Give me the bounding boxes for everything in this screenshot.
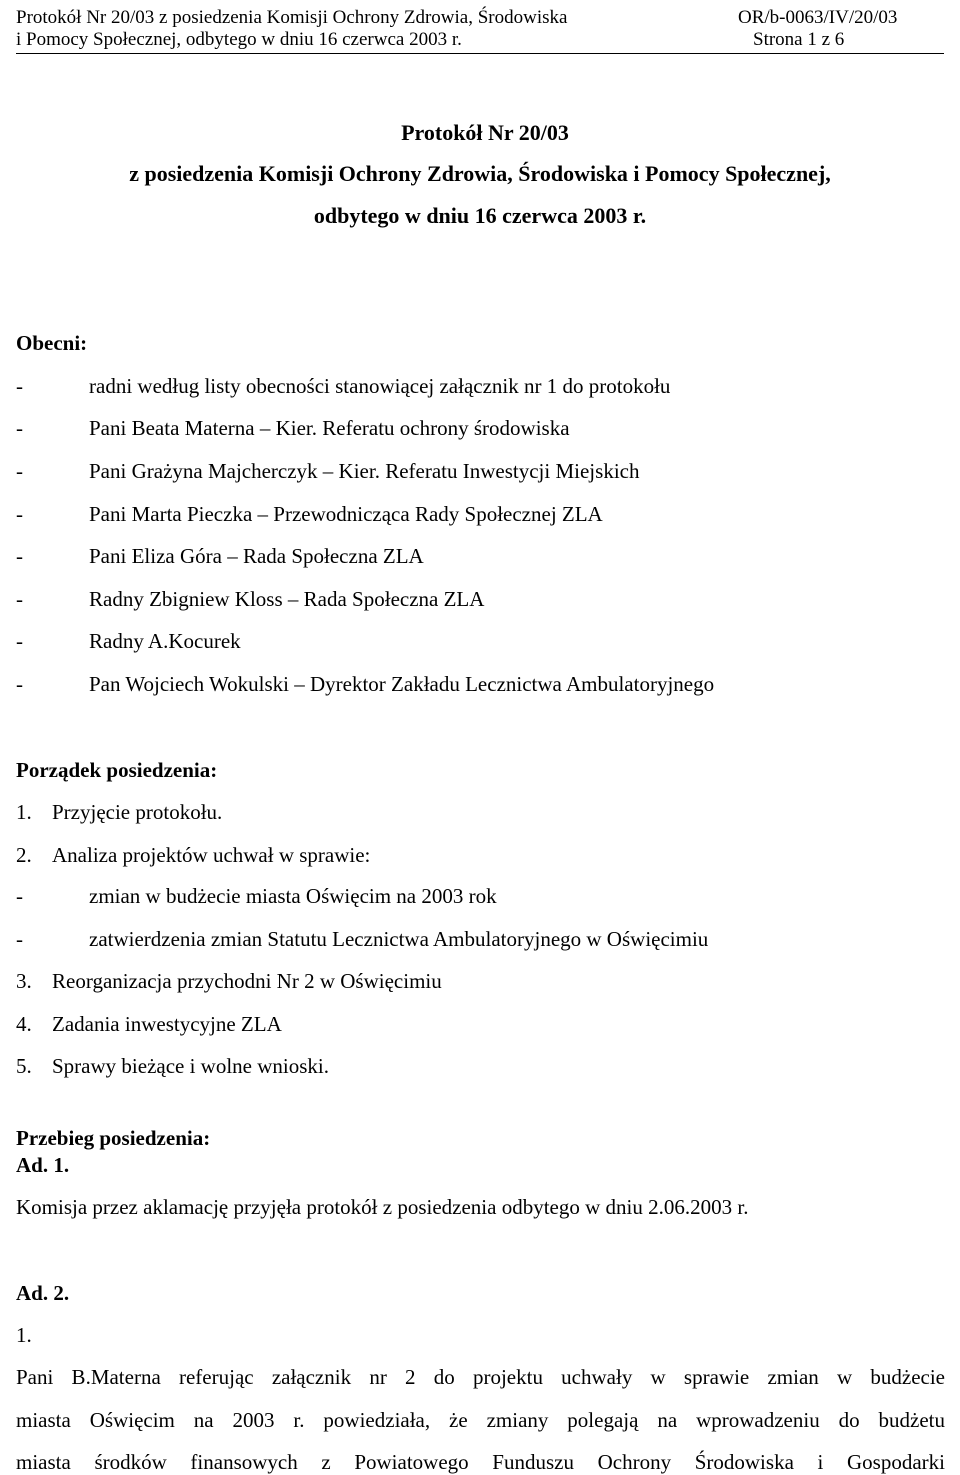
agenda-heading: Porządek posiedzenia: — [16, 758, 218, 782]
proceedings-heading: Przebieg posiedzenia: — [16, 1126, 211, 1150]
list-bullet: - — [16, 374, 23, 398]
attendance-item: Pani Grażyna Majcherczyk – Kier. Referatu Inwestycji Miejskich — [89, 459, 640, 483]
ad1-text: Komisja przez aklamację przyjęła protokół z posiedzenia odbytego w dniu 2.06.2003 r. — [16, 1195, 749, 1219]
attendance-item: Pan Wojciech Wokulski – Dyrektor Zakładu Lecznictwa Ambulatoryjnego — [89, 672, 715, 696]
agenda-item: Sprawy bieżące i wolne wnioski. — [52, 1054, 330, 1078]
header-reference-number: OR/b-0063/IV/20/03 — [738, 7, 898, 28]
agenda-subitem: zatwierdzenia zmian Statutu Lecznictwa Ambulatoryjnego w Oświęcimiu — [89, 927, 709, 951]
document-title: Protokół Nr 20/03 — [401, 120, 569, 145]
attendance-item: radni według listy obecności stanowiącej załącznik nr 1 do protokołu — [89, 374, 671, 398]
list-bullet: - — [16, 459, 23, 483]
list-bullet: - — [16, 927, 23, 951]
agenda-number: 2. — [16, 843, 32, 867]
attendance-item: Radny A.Kocurek — [89, 629, 241, 653]
paragraph-line: miasta środków finansowych z Powiatowego Funduszu Ochrony Środowiska i Gospodarki — [16, 1450, 945, 1474]
list-bullet: - — [16, 884, 23, 908]
agenda-item: Przyjęcie protokołu. — [52, 800, 223, 824]
header-document-title: Protokół Nr 20/03 z posiedzenia Komisji Ochrony Zdrowia, Środowiska — [16, 7, 568, 28]
attendance-item: Pani Marta Pieczka – Przewodnicząca Rady Społecznej ZLA — [89, 502, 603, 526]
list-bullet: - — [16, 502, 23, 526]
attendance-item: Pani Eliza Góra – Rada Społeczna ZLA — [89, 544, 424, 568]
agenda-number: 5. — [16, 1054, 32, 1078]
agenda-number: 1. — [16, 800, 32, 824]
list-bullet: - — [16, 416, 23, 440]
list-bullet: - — [16, 587, 23, 611]
agenda-item: Analiza projektów uchwał w sprawie: — [52, 843, 371, 867]
header-page-number: Strona 1 z 6 — [753, 29, 845, 50]
document-title-line-2: z posiedzenia Komisji Ochrony Zdrowia, Środowiska i Pomocy Społecznej, — [129, 161, 831, 186]
running-header — [16, 8, 944, 52]
attendance-item: Radny Zbigniew Kloss – Rada Społeczna ZLA — [89, 587, 485, 611]
paragraph-line: Pani B.Materna referując załącznik nr 2 do projektu uchwały w sprawie zmian w budżecie — [16, 1365, 945, 1389]
agenda-number: 4. — [16, 1012, 32, 1036]
ad2-label: Ad. 2. — [16, 1281, 70, 1305]
attendance-item: Pani Beata Materna – Kier. Referatu ochrony środowiska — [89, 416, 570, 440]
ad1-label: Ad. 1. — [16, 1153, 70, 1177]
document-title-line-3: odbytego w dniu 16 czerwca 2003 r. — [313, 203, 647, 228]
attendance-heading: Obecni: — [16, 331, 88, 355]
agenda-item: Zadania inwestycyjne ZLA — [52, 1012, 282, 1036]
header-document-subtitle: i Pomocy Społecznej, odbytego w dniu 16 czerwca 2003 r. — [16, 29, 462, 50]
ad2-subpoint: 1. — [16, 1323, 32, 1347]
agenda-item: Reorganizacja przychodni Nr 2 w Oświęcimiu — [52, 969, 442, 993]
list-bullet: - — [16, 672, 23, 696]
header-divider — [16, 53, 944, 54]
list-bullet: - — [16, 544, 23, 568]
list-bullet: - — [16, 629, 23, 653]
paragraph-line: miasta Oświęcim na 2003 r. powiedziała, że zmiany polegają na wprowadzeniu do budżetu — [16, 1408, 945, 1432]
agenda-number: 3. — [16, 969, 32, 993]
agenda-subitem: zmian w budżecie miasta Oświęcim na 2003 rok — [89, 884, 497, 908]
